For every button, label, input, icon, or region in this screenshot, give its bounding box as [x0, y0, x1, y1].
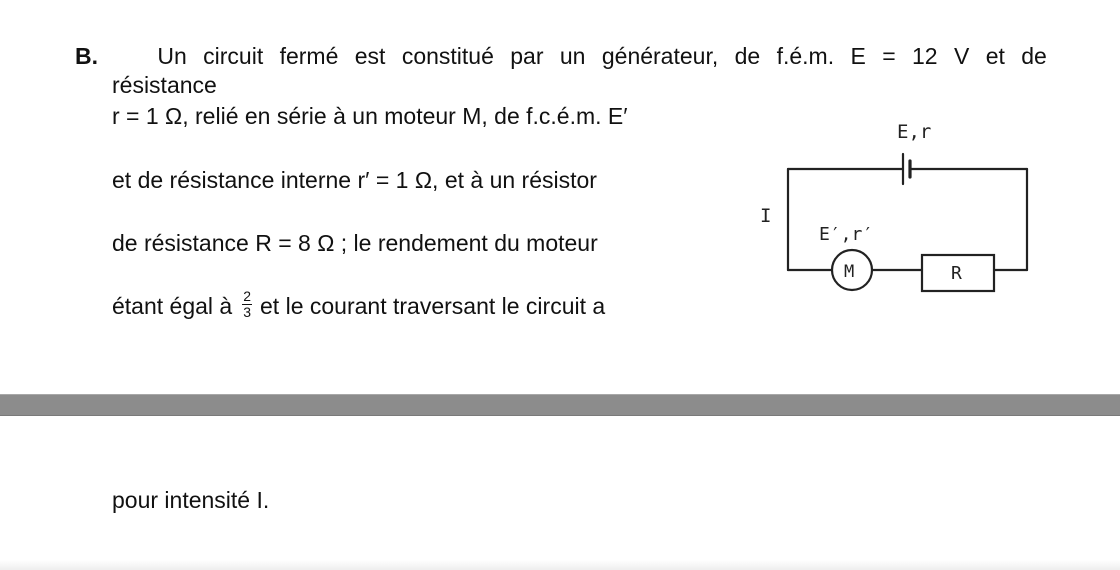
- word: de: [1021, 43, 1047, 69]
- text-after-fraction: et le courant traversant le circuit a: [260, 293, 606, 319]
- word: par: [510, 43, 544, 69]
- bottom-edge: [0, 560, 1120, 570]
- word: Un: [157, 43, 187, 69]
- word: =: [882, 43, 896, 69]
- word: f.é.m.: [776, 43, 835, 69]
- word: un: [559, 43, 586, 69]
- text-before-fraction: étant égal à: [112, 293, 233, 319]
- fraction-two-thirds: [242, 289, 252, 320]
- circuit-diagram: [745, 108, 1045, 308]
- exercise-first-line: [75, 42, 1047, 70]
- page-break-bar: [0, 394, 1120, 416]
- word: et: [985, 43, 1005, 69]
- word: est: [354, 43, 386, 69]
- text-line-3: r = 1 Ω, relié en série à un moteur M, de f.c.é.m. E′: [112, 103, 628, 129]
- continuation-text: pour intensité I.: [112, 487, 270, 513]
- text-line-6: [112, 288, 606, 323]
- current-label: I: [760, 205, 772, 227]
- word: 12: [912, 43, 938, 69]
- fraction-denominator: 3: [243, 304, 252, 321]
- text-line-4: et de résistance interne r′ = 1 Ω, et à un résistor: [112, 167, 597, 193]
- fraction-numerator: 2: [243, 288, 252, 305]
- word: constitué: [401, 43, 494, 69]
- text-line-5: de résistance R = 8 Ω ; le rendement du moteur: [112, 230, 598, 256]
- generator-label: E,r: [897, 121, 932, 143]
- word: générateur,: [601, 43, 719, 69]
- word: circuit: [203, 43, 264, 69]
- resistor-letter: R: [951, 263, 962, 284]
- motor-params-label: E′,r′: [819, 224, 874, 245]
- word: E: [850, 43, 866, 69]
- word: de: [734, 43, 761, 69]
- text-line-2: résistance: [112, 72, 217, 98]
- word: fermé: [279, 43, 339, 69]
- word: V: [953, 43, 970, 69]
- exercise-label: B.: [75, 43, 98, 69]
- motor-letter: M: [844, 262, 855, 282]
